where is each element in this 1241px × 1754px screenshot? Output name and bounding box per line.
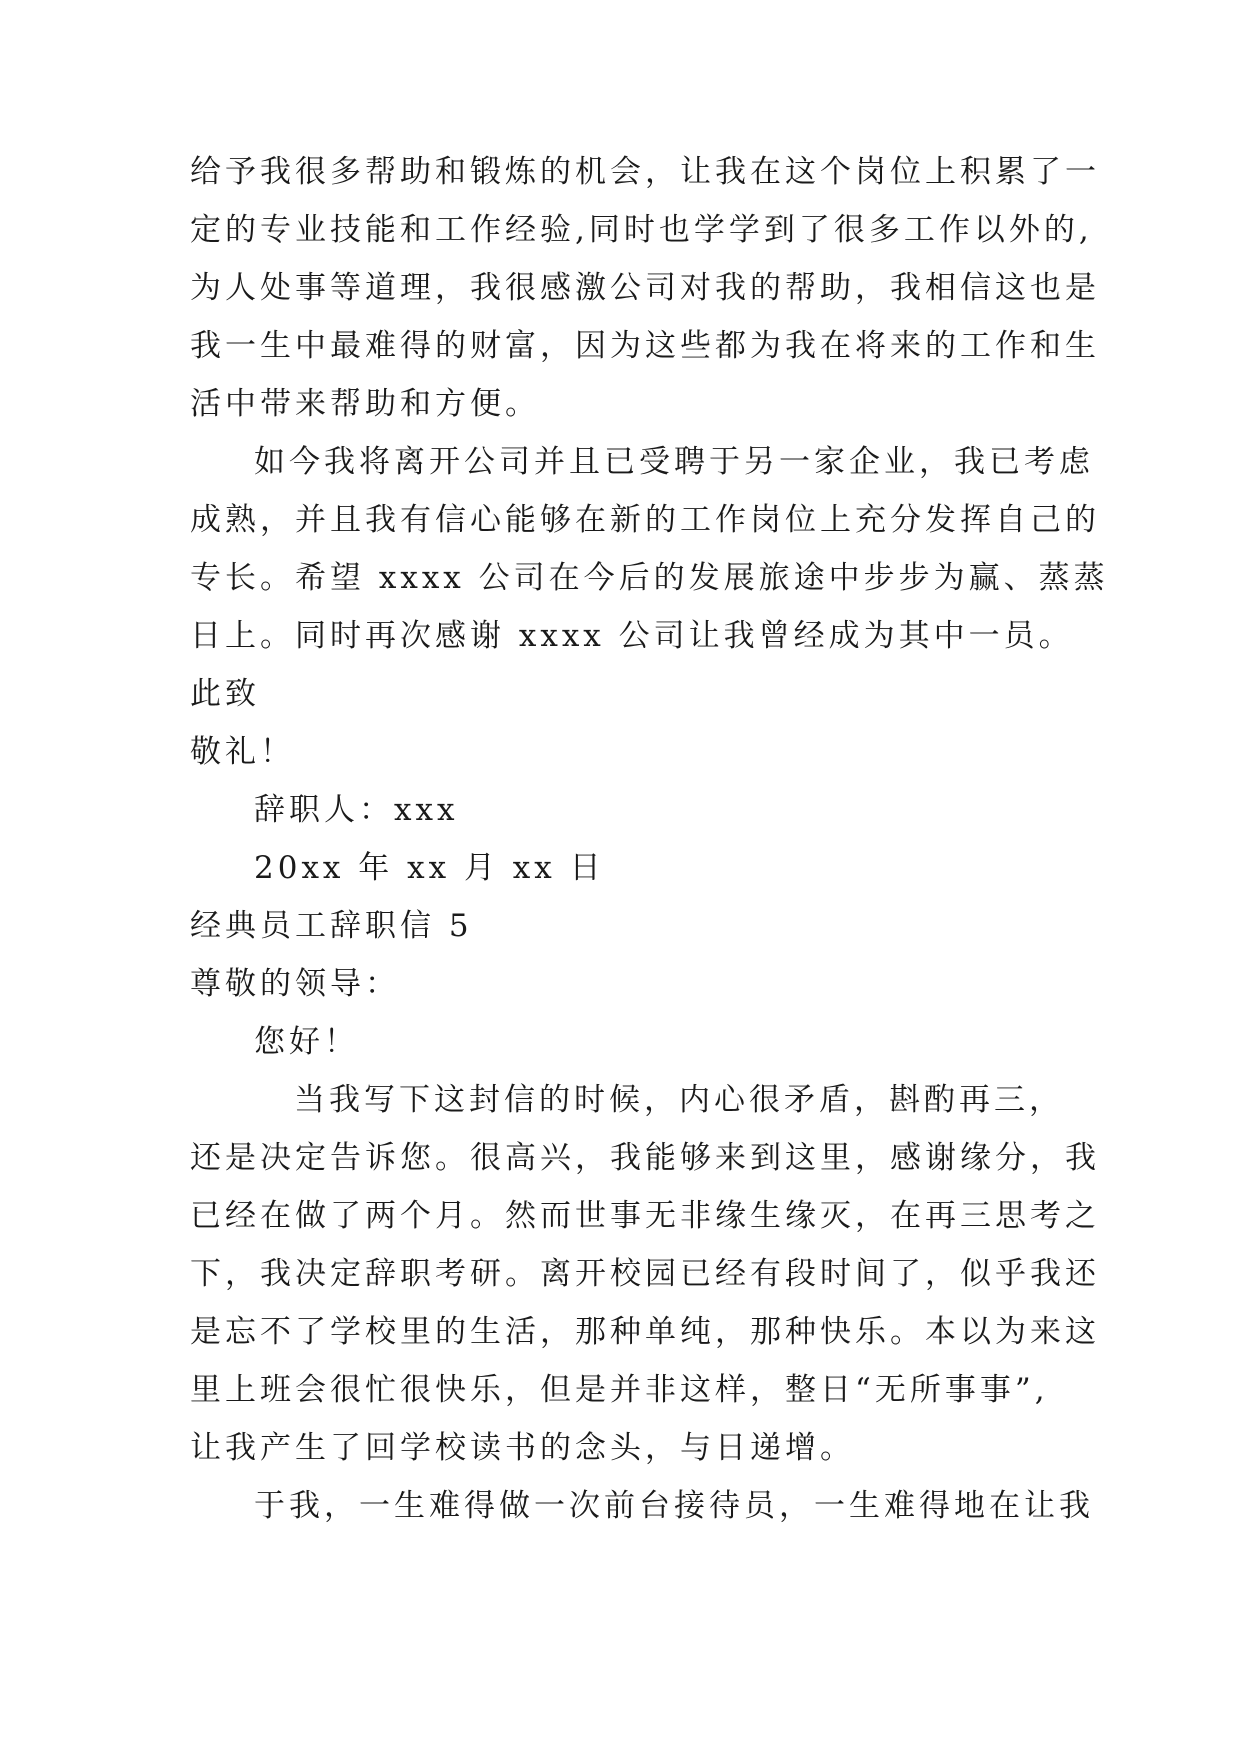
paragraph-line: 定的专业技能和工作经验,同时也学学到了很多工作以外的, xyxy=(190,212,1093,248)
paragraph-line: 成熟，并且我有信心能够在新的工作岗位上充分发挥自己的 xyxy=(190,502,1100,538)
date-line: 20xx 年 xx 月 xx 日 xyxy=(254,850,605,886)
paragraph-line: 还是决定告诉您。很高兴，我能够来到这里，感谢缘分，我 xyxy=(190,1140,1100,1176)
paragraph-line: 让我产生了回学校读书的念头，与日递增。 xyxy=(190,1430,855,1466)
section-heading: 经典员工辞职信 5 xyxy=(190,908,473,944)
paragraph-line: 下，我决定辞职考研。离开校园已经有段时间了，似乎我还 xyxy=(190,1256,1100,1292)
signature-line: 辞职人：xxx xyxy=(254,792,459,828)
closing-line: 此致 xyxy=(190,676,260,712)
greeting-line: 尊敬的领导： xyxy=(190,966,400,1002)
paragraph-line: 里上班会很忙很快乐，但是并非这样，整日“无所事事”, xyxy=(190,1372,1049,1408)
paragraph-line: 为人处事等道理，我很感激公司对我的帮助，我相信这也是 xyxy=(190,270,1100,306)
paragraph-line: 给予我很多帮助和锻炼的机会，让我在这个岗位上积累了一 xyxy=(190,154,1100,190)
salutation-line: 敬礼！ xyxy=(190,734,295,770)
paragraph-line: 日上。同时再次感谢 xxxx 公司让我曾经成为其中一员。 xyxy=(190,618,1074,654)
paragraph-line: 已经在做了两个月。然而世事无非缘生缘灭，在再三思考之 xyxy=(190,1198,1100,1234)
paragraph-line: 当我写下这封信的时候，内心很矛盾，斟酌再三， xyxy=(294,1082,1064,1118)
paragraph-line: 我一生中最难得的财富，因为这些都为我在将来的工作和生 xyxy=(190,328,1100,364)
paragraph-line: 专长。希望 xxxx 公司在今后的发展旅途中步步为赢、蒸蒸 xyxy=(190,560,1109,596)
paragraph-line: 活中带来帮助和方便。 xyxy=(190,386,540,422)
paragraph-line: 如今我将离开公司并且已受聘于另一家企业，我已考虑 xyxy=(254,444,1094,480)
paragraph-line: 是忘不了学校里的生活，那种单纯，那种快乐。本以为来这 xyxy=(190,1314,1100,1350)
greeting-line: 您好！ xyxy=(254,1024,359,1060)
paragraph-line: 于我，一生难得做一次前台接待员，一生难得地在让我 xyxy=(254,1488,1094,1524)
